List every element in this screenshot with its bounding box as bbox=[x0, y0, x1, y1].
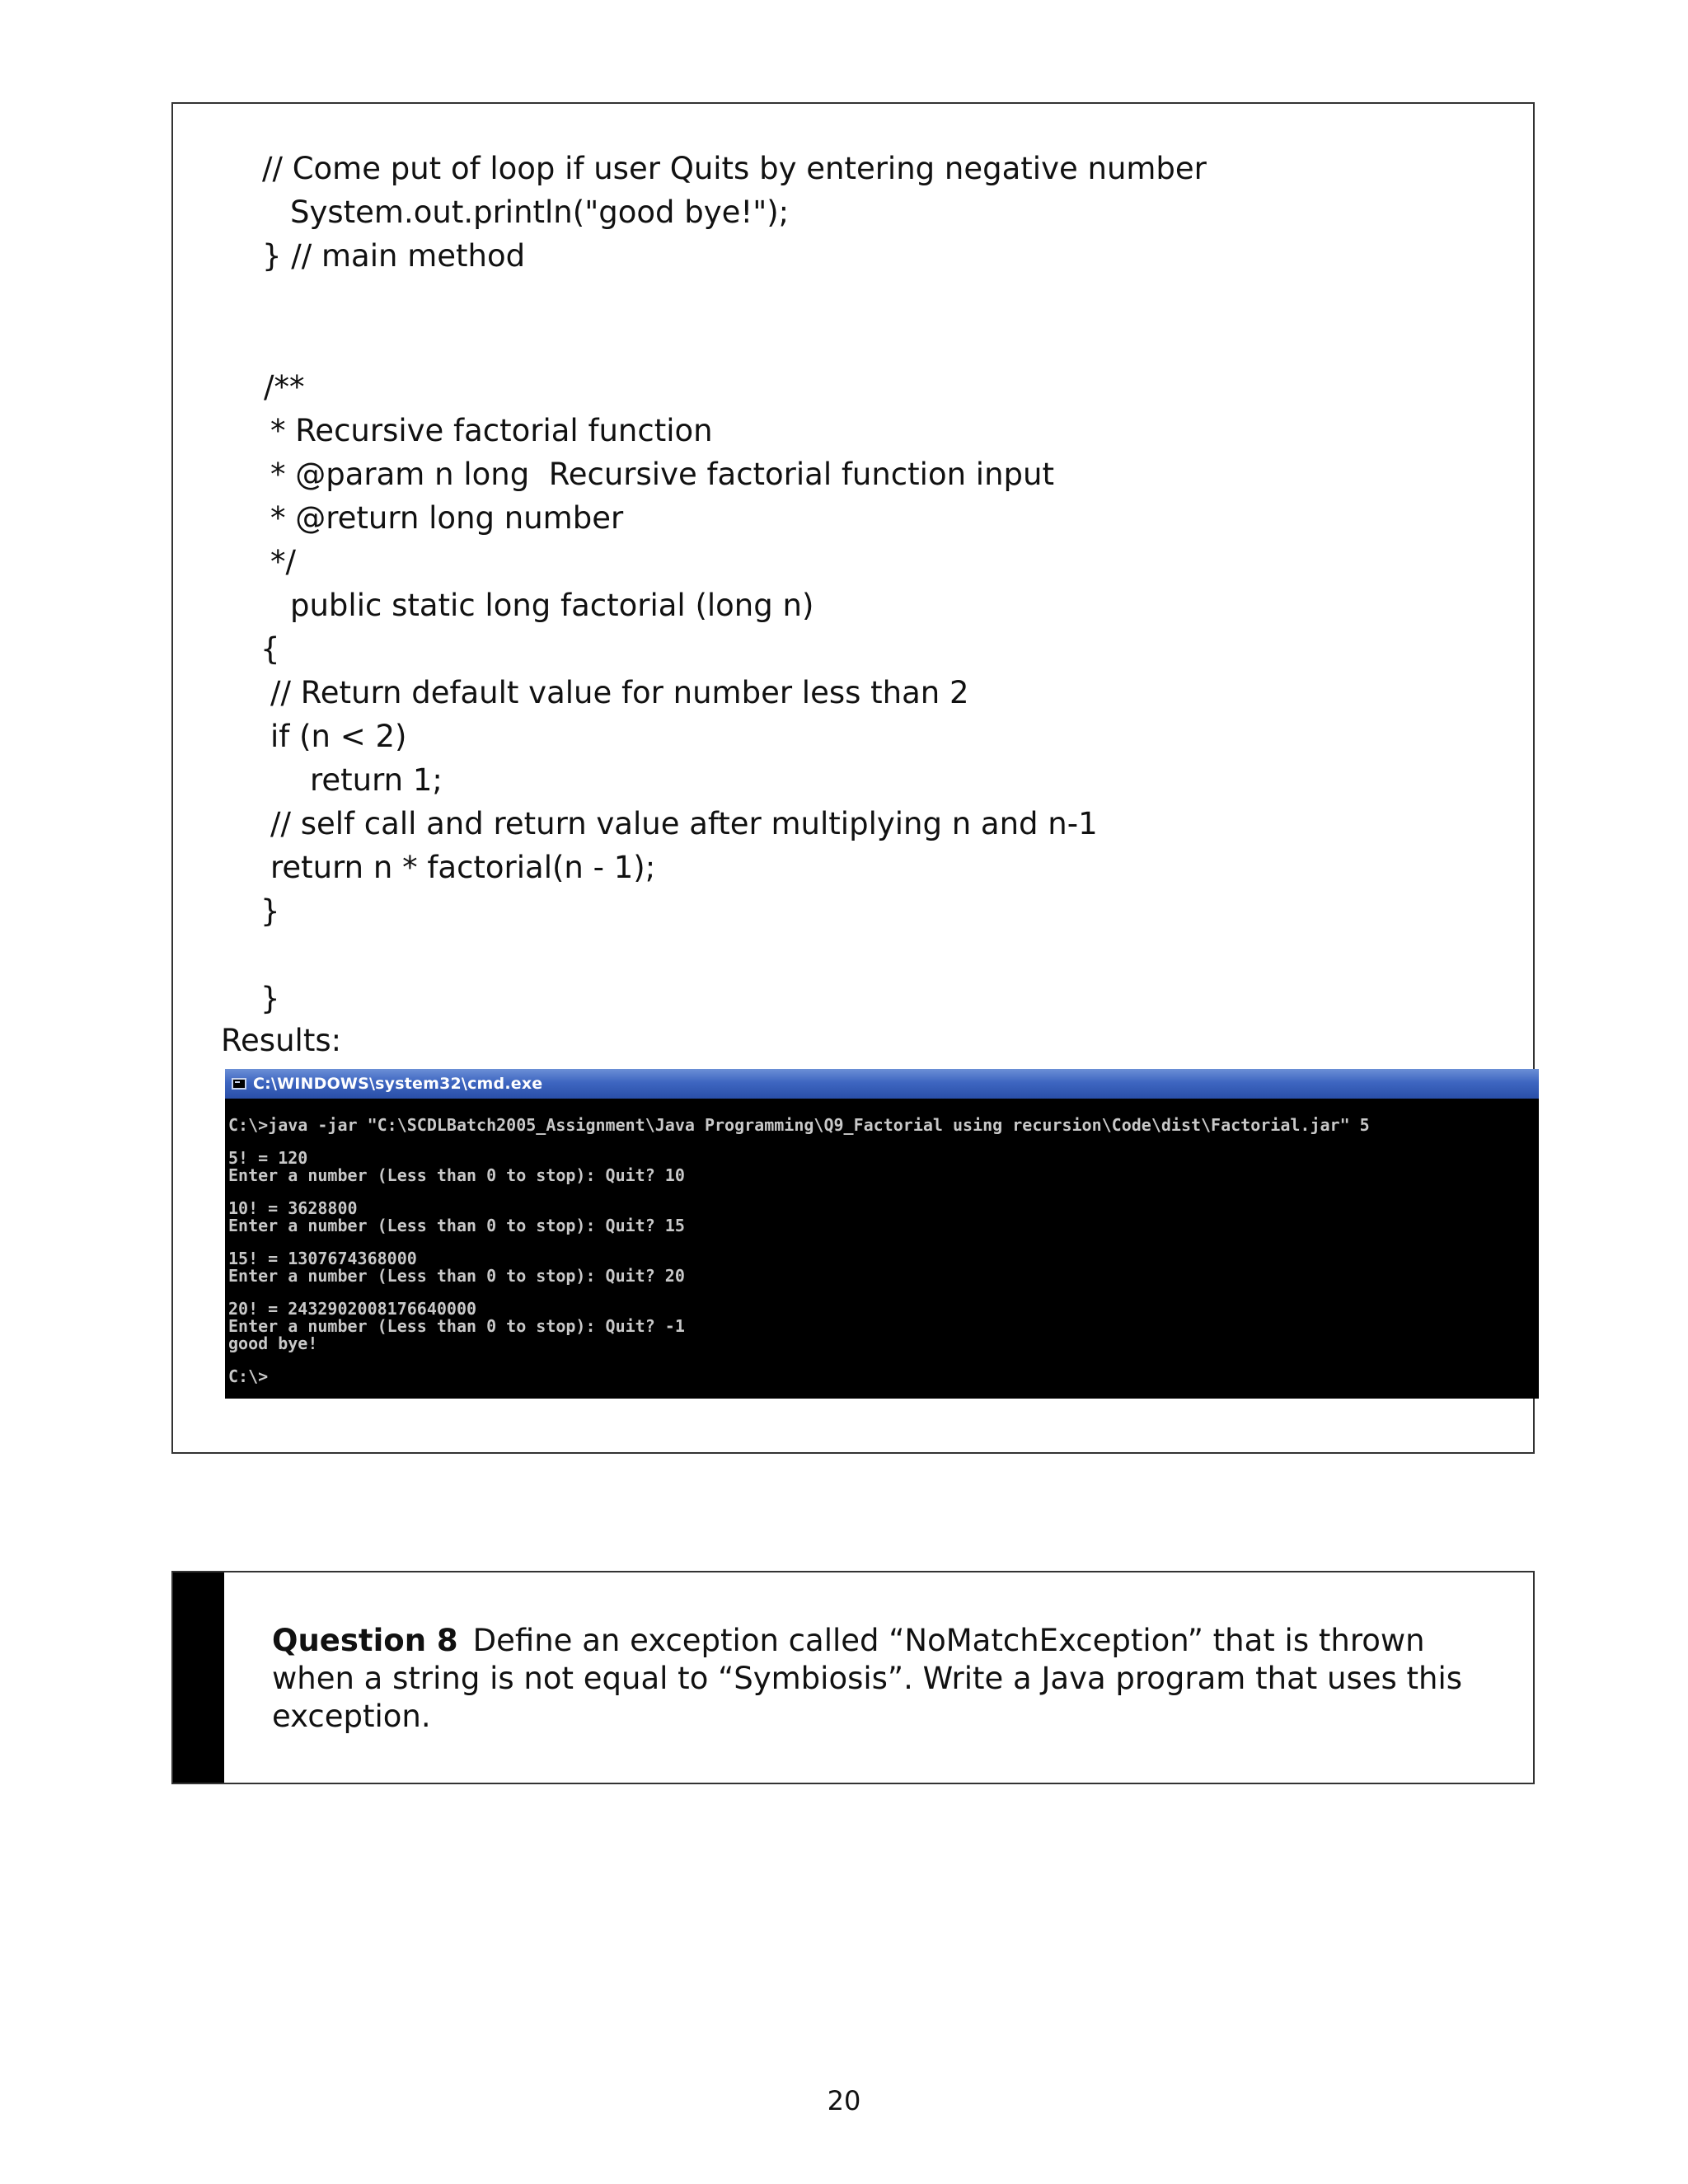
code-line-javadoc-open: /** bbox=[264, 369, 305, 405]
question-body: Define an exception called “NoMatchException” that is thrown when a string is not equal to “Symbiosis”. Write a Java program that uses this exception. bbox=[272, 1623, 1463, 1734]
code-line-javadoc-return: * @return long number bbox=[270, 500, 624, 536]
console-line-command: C:\>java -jar "C:\SCDLBatch2005_Assignment\Java Programming\Q9_Factorial using recursion\Code\dist\Factorial.jar" 5 bbox=[228, 1115, 1370, 1135]
console-line-result: 5! = 120 bbox=[228, 1148, 308, 1168]
question-text bbox=[272, 1622, 1492, 1736]
question-label: Question 8 bbox=[272, 1623, 458, 1658]
console-line-final-prompt: C:\> bbox=[228, 1366, 269, 1386]
console-line-result: 20! = 2432902008176640000 bbox=[228, 1299, 477, 1319]
console-line-prompt: Enter a number (Less than 0 to stop): Quit? 15 bbox=[228, 1216, 685, 1235]
code-line-comment-default: // Return default value for number less than 2 bbox=[270, 675, 969, 710]
code-line-brace-close: } bbox=[260, 893, 280, 929]
code-line-class-close: } bbox=[260, 981, 280, 1016]
question-side-bar bbox=[173, 1572, 224, 1783]
console-line-prompt: Enter a number (Less than 0 to stop): Quit? 20 bbox=[228, 1266, 685, 1286]
console-line-result: 15! = 1307674368000 bbox=[228, 1249, 417, 1268]
console-line-prompt: Enter a number (Less than 0 to stop): Quit? 10 bbox=[228, 1165, 685, 1185]
code-line-javadoc-close: */ bbox=[270, 544, 296, 579]
page-number: 20 bbox=[827, 2085, 861, 2116]
code-line-return-recursive: return n * factorial(n - 1); bbox=[270, 850, 656, 885]
code-line-if: if (n < 2) bbox=[270, 719, 407, 754]
code-line-method-signature: public static long factorial (long n) bbox=[290, 588, 814, 623]
code-line-println: System.out.println("good bye!"); bbox=[290, 194, 790, 230]
console-line-result: 10! = 3628800 bbox=[228, 1198, 358, 1218]
question-box bbox=[171, 1571, 1535, 1784]
console-window bbox=[225, 1069, 1539, 1399]
code-line-return-one: return 1; bbox=[310, 762, 443, 798]
code-line-javadoc-param: * @param n long Recursive factorial function input bbox=[270, 457, 1054, 492]
console-line-prompt: Enter a number (Less than 0 to stop): Quit? -1 bbox=[228, 1316, 685, 1336]
results-label: Results: bbox=[221, 1023, 342, 1058]
console-title: C:\WINDOWS\system32\cmd.exe bbox=[253, 1075, 543, 1093]
console-output bbox=[228, 1117, 1534, 1399]
code-line-comment-self-call: // self call and return value after multiplying n and n-1 bbox=[270, 806, 1098, 841]
console-line-goodbye: good bye! bbox=[228, 1333, 318, 1353]
code-line-javadoc-desc: * Recursive factorial function bbox=[270, 413, 713, 448]
cmd-icon bbox=[232, 1078, 246, 1090]
code-line-main-close: } // main method bbox=[262, 238, 526, 274]
code-line-comment-quit: // Come put of loop if user Quits by entering negative number bbox=[262, 151, 1207, 186]
code-line-brace-open: { bbox=[260, 631, 280, 667]
console-titlebar bbox=[225, 1069, 1539, 1099]
